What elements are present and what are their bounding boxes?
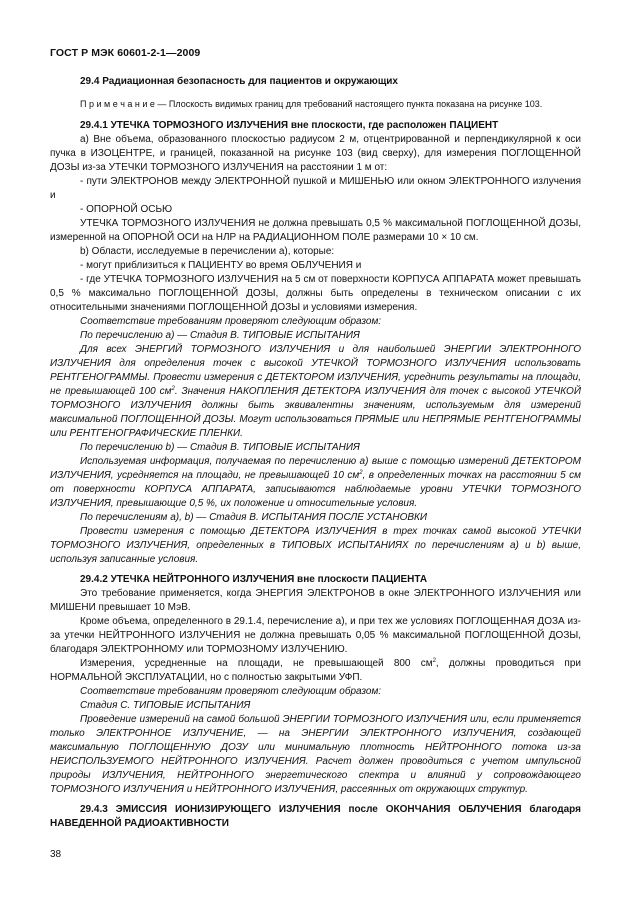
- test-procedure-1-part-2: . Значения НАКОПЛЕНИЯ ДЕТЕКТОРА ИЗЛУЧЕНИЯ для точек с высокой УТЕЧКОЙ ТОРМОЗНОГО ИЗЛУЧЕНИЯ должны быть эквивалентны значениям, используемым для измерений максимальной ПОГЛОЩЕННОЙ ДОЗЫ. Могут использоваться ПРЯМЫЕ или НЕПРЯМЫЕ РЕНТГЕНОГРАММЫ или РЕНТГЕНОГРАФИЧЕСКИЕ ПЛЕНКИ.: [50, 386, 581, 439]
- paragraph-a-limit: УТЕЧКА ТОРМОЗНОГО ИЗЛУЧЕНИЯ не должна превышать 0,5 % максимальной ПОГЛОЩЕННОЙ ДОЗЫ, измеренной на ОПОРНОЙ ОСИ на НЛР на РАДИАЦИОННОМ ПОЛЕ размерами 10 × 10 см.: [50, 218, 581, 243]
- document-header: ГОСТ Р МЭК 60601-2-1—2009: [50, 47, 201, 59]
- paragraph-neutron-3-part-1: Измерения, усредненные на площади, не превышающей 800 см: [80, 658, 433, 669]
- test-procedure-3: Провести измерения с помощью ДЕТЕКТОРА ИЗЛУЧЕНИЯ в трех точках самой высокой УТЕЧКИ ТОРМОЗНОГО ИЗЛУЧЕНИЯ, определенных в ТИПОВЫХ ИСПЫТАНИЯХ по перечислениям а) и b) выше, используя записанные условия.: [50, 526, 581, 565]
- paragraph-a-dash-1: - пути ЭЛЕКТРОНОВ между ЭЛЕКТРОННОЙ пушкой и МИШЕНЬЮ или окном ЭЛЕКТРОННОГО излучения и: [50, 176, 581, 201]
- note-paragraph: П р и м е ч а н и е — Плоскость видимых границ для требований настоящего пункта показана на рисунке 103.: [80, 99, 543, 109]
- paragraph-b: b) Области, исследуемые в перечислении а), которые:: [80, 246, 335, 257]
- test-procedure-1: [50, 343, 581, 441]
- paragraph-b-dash-2: - где УТЕЧКА ТОРМОЗНОГО ИЗЛУЧЕНИЯ на 5 см от поверхности КОРПУСА АППАРАТА может превышать 0,5 % максимально ПОГЛОЩЕННОЙ ДОЗЫ, должны быть определены в техническом описании с их относительными значениями ПОГЛОЩЕННОЙ ДОЗЫ и условиями измерения.: [50, 274, 581, 313]
- test-procedure-2: [50, 455, 581, 511]
- superscript-2: 2: [359, 470, 363, 476]
- section-heading-29-4: 29.4 Радиационная безопасность для пациентов и окружающих: [80, 76, 398, 87]
- test-procedure-1-part-1: Для всех ЭНЕРГИЙ ТОРМОЗНОГО ИЗЛУЧЕНИЯ и для наибольшей ЭНЕРГИИ ЭЛЕКТРОННОГО ИЗЛУЧЕНИЯ для определения точек с высокой УТЕЧКОЙ ТОРМОЗНОГО ИЗЛУЧЕНИЯ использовать РЕНТГЕНОГРАММЫ. Провести измерения с ДЕТЕКТОРОМ ИЗЛУЧЕНИЯ, усреднить результаты на площади, не превышающей 100 см: [50, 344, 581, 397]
- stage-per-b: По перечислению b) — Стадия В. ТИПОВЫЕ ИСПЫТАНИЯ: [80, 442, 360, 453]
- test-procedure-2-part-1: Используемая информация, получаемая по перечислению а) выше с помощью измерений ДЕТЕКТОРОМ ИЗЛУЧЕНИЯ, усредняется на площади, не превышающей 10 см: [50, 456, 581, 481]
- section-number-29-4-2: 29.4.2: [80, 574, 108, 585]
- test-procedure-4: Проведение измерений на самой большой ЭНЕРГИИ ТОРМОЗНОГО ИЗЛУЧЕНИЯ или, если применяется только ЭЛЕКТРОННОЕ ИЗЛУЧЕНИЕ, — на ЭНЕРГИИ ЭЛЕКТРОННОГО ИЗЛУЧЕНИЯ, создающей максимальную ПОГЛОЩЕННУЮ ДОЗУ или минимальную плотность НЕЙТРОННОГО потока из-за НЕИСПОЛЬЗУЕМОГО НЕЙТРОННОГО ИЗЛУЧЕНИЯ. Расчет должен проводиться с учетом импульсной природы ИЗЛУЧЕНИЯ, НЕЙТРОННОГО энергетического спектра и влияний у сопровождающего ТОРМОЗНОГО ИЗЛУЧЕНИЯ и НЕЙТРОННОГО ИЗЛУЧЕНИЯ, рассеянных от окружающих структур.: [50, 714, 581, 795]
- paragraph-a-dash-2: - ОПОРНОЙ ОСЬЮ: [80, 204, 173, 215]
- paragraph-neutron-3-part-2: , должны проводиться при НОРМАЛЬНОЙ ЭКСПЛУАТАЦИИ, но с полностью закрытыми УФП.: [50, 658, 581, 683]
- superscript-2: 2: [432, 658, 436, 664]
- paragraph-neutron-2: Кроме объема, определенного в 29.1.4, перечисление а), и при тех же условиях ПОГЛОЩЕННАЯ ДОЗА из-за утечки НЕЙТРОННОГО ИЗЛУЧЕНИЯ не должна превышать 0,05 % максимальной ПОГЛОЩЕННОЙ ДОЗЫ, благодаря ЭЛЕКТРОННОМУ или ТОРМОЗНОМУ ИЗЛУЧЕНИЮ.: [50, 616, 581, 655]
- section-heading-29-4-1: 29.4.1 УТЕЧКА ТОРМОЗНОГО ИЗЛУЧЕНИЯ вне плоскости, где расположен ПАЦИЕНТ: [80, 120, 499, 131]
- stage-per-a: По перечислению а) — Стадия В. ТИПОВЫЕ ИСПЫТАНИЯ: [80, 330, 360, 341]
- section-heading-29-4-2: [50, 573, 581, 587]
- compliance-check-1: Соответствие требованиям проверяют следующим образом:: [80, 316, 382, 327]
- test-procedure-2-part-2: , в определенных точках на расстоянии 5 см от поверхности КОРПУСА АППАРАТА, записываются наблюдаемые уровни УТЕЧКИ ТОРМОЗНОГО ИЗЛУЧЕНИЯ, превышающие 0,5 %, их положение и относительные условия.: [50, 470, 581, 509]
- superscript-2: 2: [171, 386, 175, 392]
- section-title-29-4-2: УТЕЧКА НЕЙТРОННОГО ИЗЛУЧЕНИЯ вне плоскости ПАЦИЕНТА: [107, 574, 428, 585]
- paragraph-neutron-1: Это требование применяется, когда ЭНЕРГИЯ ЭЛЕКТРОНОВ в окне ЭЛЕКТРОННОГО ИЗЛУЧЕНИЯ или МИШЕНИ превышает 10 МэВ.: [50, 588, 581, 613]
- paragraph-a: а) Вне объема, образованного плоскостью радиусом 2 м, отцентрированной и перпендикулярной к оси пучка в ИЗОЦЕНТРЕ, и границей, показанной на рисунке 103 (вид сверху), для измерения ПОГЛОЩЕННОЙ ДОЗЫ из-за УТЕЧКИ ТОРМОЗНОГО ИЗЛУЧЕНИЯ на расстоянии 1 м от:: [50, 134, 581, 173]
- paragraph-b-dash-1: - могут приблизиться к ПАЦИЕНТУ во время ОБЛУЧЕНИЯ и: [80, 260, 362, 271]
- stage-per-ab: По перечислениям а), b) — Стадия В. ИСПЫТАНИЯ ПОСЛЕ УСТАНОВКИ: [80, 512, 428, 523]
- page-number: 38: [50, 849, 62, 860]
- section-heading-29-4-3: 29.4.3 ЭМИССИЯ ИОНИЗИРУЮЩЕГО ИЗЛУЧЕНИЯ после ОКОНЧАНИЯ ОБЛУЧЕНИЯ благодаря НАВЕДЕННОЙ РАДИОАКТИВНОСТИ: [50, 804, 581, 829]
- document-body: [50, 75, 581, 831]
- compliance-check-2: Соответствие требованиям проверяют следующим образом:: [80, 686, 382, 697]
- stage-c: Стадия С. ТИПОВЫЕ ИСПЫТАНИЯ: [80, 700, 251, 711]
- paragraph-neutron-3: [50, 657, 581, 685]
